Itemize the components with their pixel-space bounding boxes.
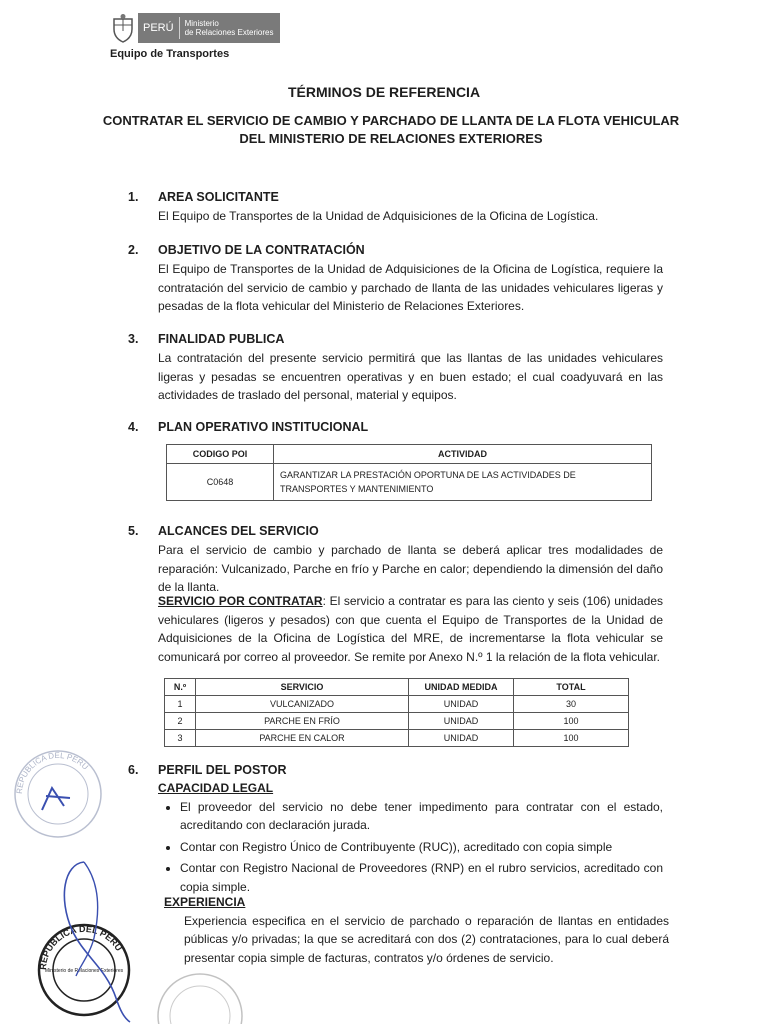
coat-of-arms-icon [110, 13, 136, 43]
table-header-row [167, 445, 652, 464]
table-cell: PARCHE EN FRÍO [196, 713, 409, 730]
service-label: SERVICIO POR CONTRATAR [158, 594, 323, 608]
service-table [164, 678, 629, 747]
table-cell: VULCANIZADO [196, 696, 409, 713]
table-cell: GARANTIZAR LA PRESTACIÓN OPORTUNA DE LAS ACTIVIDADES DE TRANSPORTES Y MANTENIMIENTO [274, 464, 652, 501]
experiencia-text: Experiencia especifica en el servicio de parchado o reparación de llantas en entidades públicas y/o privadas; la que se acreditará con dos (2) contrataciones, para lo cual deberá presentar copia simple de facturas, contratos y/o órdenes de servicio. [184, 913, 669, 965]
table-row [165, 713, 629, 730]
section-body: Para el servicio de cambio y parchado de llanta se deberá aplicar tres modalidades de reparación: Vulcanizado, Parche en frío y Parche en calor; dependiendo la dimensión del daño de la llanta. [158, 543, 663, 594]
country-label: PERÚ [138, 17, 180, 39]
requirements-list [158, 798, 663, 897]
section-number: 4. [128, 420, 139, 434]
table-cell: 100 [514, 730, 629, 747]
service-paragraph [158, 592, 663, 666]
table-cell: 100 [514, 713, 629, 730]
table-row [167, 464, 652, 501]
table-cell: 2 [165, 713, 196, 730]
section-number: 2. [128, 243, 139, 257]
table-cell: 3 [165, 730, 196, 747]
table-cell: UNIDAD [409, 730, 514, 747]
seal-inner-text: Ministerio de Relaciones Exteriores [44, 968, 124, 974]
section-number: 6. [128, 763, 139, 777]
page-subtitle: CONTRATAR EL SERVICIO DE CAMBIO Y PARCHADO DE LLANTA DE LA FLOTA VEHICULAR DEL MINISTERIO DE RELACIONES EXTERIORES [102, 113, 680, 146]
section-body: El Equipo de Transportes de la Unidad de Adquisiciones de la Oficina de Logística, requiere la contratación del servicio de cambio y parchado de llanta de las unidades vehiculares ligeras y pesadas de la flota vehicular del Ministerio de Relaciones Exteriores. [158, 262, 663, 313]
list-item: • Contar con Registro Nacional de Proveedores (RNP) en el rubro servicios, acreditado con copia simple. [180, 859, 663, 896]
list-item: • El proveedor del servicio no debe tener impedimento para contratar con el estado, acreditando con declaración jurada. [180, 798, 663, 835]
team-label: Equipo de Transportes [110, 48, 230, 60]
table-cell: UNIDAD [409, 713, 514, 730]
page-title: TÉRMINOS DE REFERENCIA [287, 84, 481, 100]
column-header: TOTAL [514, 679, 629, 696]
table-cell: 30 [514, 696, 629, 713]
list-item: • Contar con Registro Único de Contribuyente (RUC)), acreditado con copia simple [180, 838, 663, 857]
column-header: ACTIVIDAD [274, 445, 652, 464]
column-header: N.º [165, 679, 196, 696]
subsection-label: CAPACIDAD LEGAL [158, 781, 274, 795]
table-header-row [165, 679, 629, 696]
table-cell: 1 [165, 696, 196, 713]
section-heading: PLAN OPERATIVO INSTITUCIONAL [158, 420, 369, 434]
capacidad-legal [158, 779, 663, 899]
section-heading: FINALIDAD PUBLICA [158, 332, 285, 346]
table-row [165, 730, 629, 747]
section-body: La contratación del presente servicio permitirá que las llantas de las unidades vehiculares ligeras y pesadas se encuentren operativas y en buen estado; el cual coadyuvará en las actividades de traslado del personal, material y equipos. [158, 351, 663, 402]
table-cell: UNIDAD [409, 696, 514, 713]
section-number: 1. [128, 190, 139, 204]
table-row [165, 696, 629, 713]
column-header: SERVICIO [196, 679, 409, 696]
ministry-logo [110, 12, 280, 44]
section-body: El Equipo de Transportes de la Unidad de Adquisiciones de la Oficina de Logística. [158, 209, 599, 223]
seal-text: REPUBLICA DEL PERU [14, 750, 90, 795]
service-text: : El servicio a contratar es para las ciento y seis (106) unidades vehiculares (ligeros y pesados) con que cuenta el Equipo de Transportes de la Unidad de Adquisiciones de la Oficina de Logística del MRE, de incrementarse la flota vehicular se comunicará por correo al proveedor. Se remite por Anexo N.º 1 la relación de la flota vehicular. [158, 594, 663, 664]
table-cell: C0648 [167, 464, 274, 501]
poi-table [166, 444, 652, 501]
ministry-label: Ministerio de Relaciones Exteriores [184, 19, 274, 37]
section-number: 5. [128, 524, 139, 538]
section-heading: ALCANCES DEL SERVICIO [158, 524, 319, 538]
section-number: 3. [128, 332, 139, 346]
section-heading: PERFIL DEL POSTOR [158, 763, 287, 777]
column-header: CODIGO POI [167, 445, 274, 464]
subsection-label: EXPERIENCIA [164, 895, 246, 909]
peru-banner [138, 13, 280, 43]
column-header: UNIDAD MEDIDA [409, 679, 514, 696]
official-seal-1 [12, 748, 104, 840]
signature-mark [50, 858, 200, 1024]
table-cell: PARCHE EN CALOR [196, 730, 409, 747]
section-heading: AREA SOLICITANTE [158, 190, 279, 204]
seal-text: REPUBLICA DEL PERU [37, 923, 125, 971]
section-heading: OBJETIVO DE LA CONTRATACIÓN [158, 243, 365, 257]
experiencia [164, 893, 669, 967]
